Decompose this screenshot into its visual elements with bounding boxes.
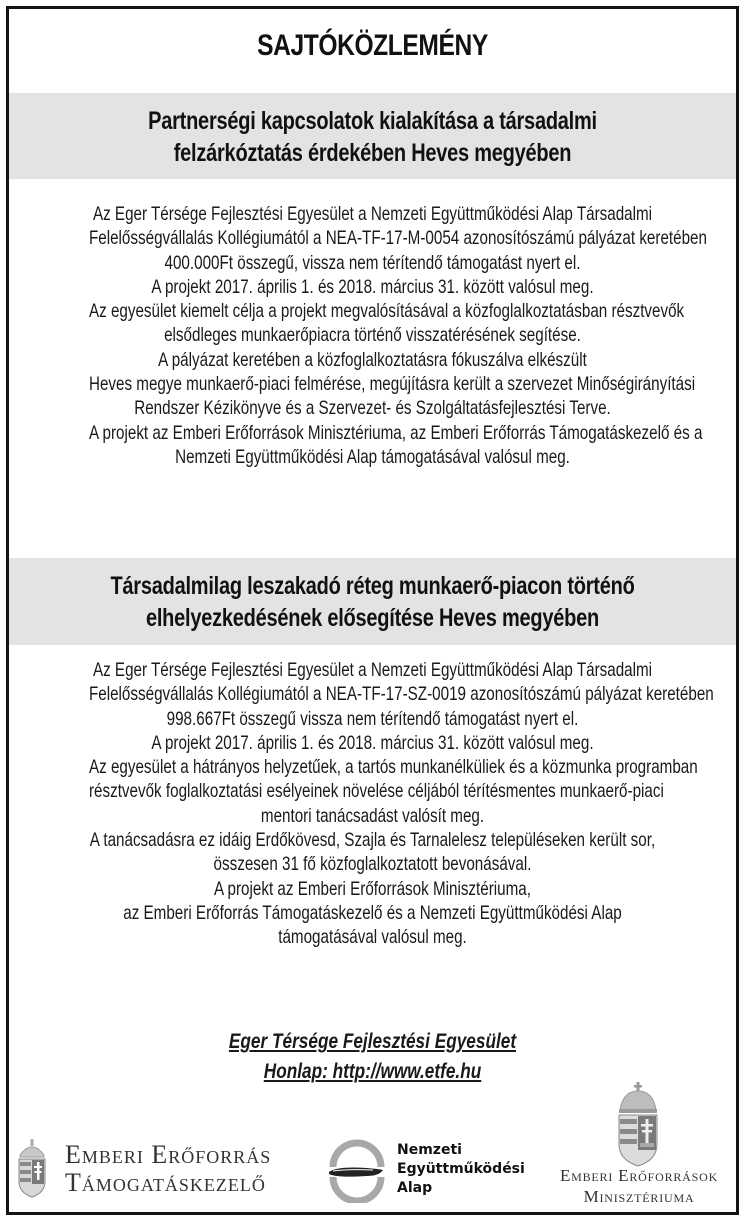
page-title: SAJTÓKÖZLEMÉNY	[257, 29, 488, 62]
body-line: Az Eger Térsége Fejlesztési Egyesület a Nemzeti Együttműködési Alap Társadalmi	[92, 203, 653, 225]
body-line: A projekt 2017. április 1. és 2018. március 31. között valósul meg.	[151, 731, 594, 754]
emet-name	[65, 1141, 271, 1197]
body-line: mentori tanácsadást valósít meg.	[260, 804, 485, 827]
coat-of-arms-icon	[615, 1082, 661, 1168]
section-heading-line: Társadalmilag leszakadó réteg munkaerő-piacon történő	[110, 572, 635, 600]
section-1-body	[9, 202, 736, 469]
body-line: A pályázat keretében a közfoglalkoztatásra fókuszálva elkészült	[158, 348, 587, 371]
body-line: Rendszer Kézikönyve és a Szervezet- és Szolgáltatásfejlesztési Terve.	[134, 397, 611, 420]
section-2-heading	[9, 558, 736, 645]
section-2-body	[9, 658, 736, 950]
body-line: Az egyesület kiemelt célja a projekt megvalósításával a közfoglalkoztatásban résztvevők	[88, 300, 685, 323]
body-line: A projekt az Emberi Erőforrások Minisztériuma, az Emberi Erőforrás Támogatáskezelő és a	[88, 421, 703, 444]
nea-logo	[327, 1139, 547, 1209]
body-line: támogatásával valósul meg.	[278, 926, 467, 949]
signature-block	[9, 1027, 736, 1087]
nea-ring-icon	[327, 1139, 387, 1203]
section-1-heading	[9, 93, 736, 179]
body-line: az Emberi Erőforrás Támogatáskezelő és a Nemzeti Együttműködési Alap	[123, 901, 622, 924]
section-heading-line: Partnerségi kapcsolatok kialakítása a társadalmi	[148, 107, 597, 135]
body-line: 998.667Ft összegű vissza nem térítendő támogatást nyert el.	[166, 707, 579, 730]
section-heading-line: elhelyezkedésének elősegítése Heves megyében	[145, 604, 600, 632]
nea-name-line: Együttműködési	[397, 1161, 525, 1177]
body-line: A projekt az Emberi Erőforrások Minisztériuma,	[214, 877, 531, 900]
body-line: 400.000Ft összegű, vissza nem térítendő támogatást nyert el.	[164, 251, 581, 274]
emet-name-line: Támogatáskezelő	[65, 1168, 266, 1197]
emmi-logo	[539, 1079, 739, 1209]
body-line: Nemzeti Együttműködési Alap támogatásával valósul meg.	[175, 445, 570, 468]
nea-name	[397, 1141, 525, 1198]
body-line: Felelősségvállalás Kollégiumától a NEA-TF-17-SZ-0019 azonosítószámú pályázat keretében	[88, 683, 714, 706]
body-line: A projekt 2017. április 1. és 2018. március 31. között valósul meg.	[151, 275, 594, 298]
emet-logo	[15, 1133, 325, 1203]
emmi-name-line: Emberi Erőforrások	[559, 1166, 719, 1185]
nea-name-line: Alap	[397, 1180, 433, 1196]
section-heading-line: felzárkóztatás érdekében Heves megyében	[173, 139, 572, 167]
emmi-name-line: Minisztériuma	[583, 1187, 695, 1206]
emet-name-line: Emberi Erőforrás	[65, 1140, 272, 1169]
organization-name: Eger Térsége Fejlesztési Egyesület	[228, 1030, 517, 1053]
press-release-frame	[6, 6, 739, 1215]
body-line: Az egyesület a hátrányos helyzetűek, a tartós munkanélküliek és a közmunka programban	[88, 756, 698, 779]
website-link[interactable]: Honlap: http://www.etfe.hu	[263, 1060, 482, 1083]
body-line: elsődleges munkaerőpiacra történő visszatérésének segítése.	[164, 324, 581, 347]
body-line: Felelősségvállalás Kollégiumától a NEA-TF-17-M-0054 azonosítószámú pályázat keretében	[88, 227, 707, 250]
sponsor-logos	[9, 1079, 736, 1209]
nea-name-line: Nemzeti	[397, 1142, 462, 1158]
body-line: Heves megye munkaerő-piaci felmérése, megújításra került a szervezet Minőségirányítási	[88, 373, 696, 396]
coat-of-arms-icon	[15, 1137, 49, 1199]
body-line: résztvevők foglalkoztatási esélyeinek növelése céljából térítésmentes munkaerő-piaci	[88, 780, 664, 803]
body-line: Az Eger Térsége Fejlesztési Egyesület a Nemzeti Együttműködési Alap Társadalmi	[92, 659, 653, 681]
body-line: A tanácsadásra ez idáig Erdőkövesd, Szajla és Tarnalelesz településeken került sor,	[89, 829, 656, 852]
body-line: összesen 31 fő közfoglalkoztatott bevonásával.	[213, 853, 532, 876]
emmi-name	[539, 1165, 739, 1207]
